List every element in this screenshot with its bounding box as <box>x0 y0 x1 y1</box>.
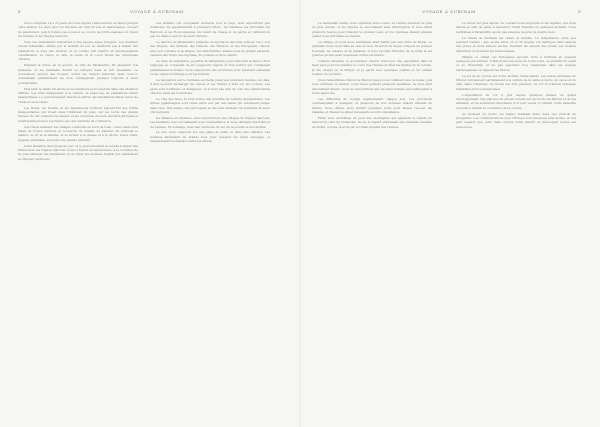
text-column <box>18 21 138 417</box>
right-page <box>300 0 600 427</box>
paragraph: Les Indiens, qui occupaient autrefois tout le pays, sont aujourd'hui peu nombreux. Ils appartiennent à plusieurs tribus : les Caraïbes, les Arrowaks, les Warrows et les Roucouyennes. Ils vivent de chasse et de pêche et cultivent un peu de manioc autour de leurs carbets. <box>150 21 270 39</box>
page-number-left: 8 <box>18 9 22 14</box>
paragraph: Malgré ce climat, les Européens peuvent vivre à Surinam en prenant quelques précautions. Il faut éviter les excès de toute sorte, se garantir du soleil et de l'humidité, et ne pas séjourner trop longtemps dans les régions marécageuses où règnent les fièvres. <box>456 54 576 72</box>
paragraph: Le retour fut plus rapide. Le courant nous emportait et les rapides, que nous avions eu tant de peine à remonter, furent franchis en quelques instants. Nous rentrâmes à Paramaribo après une absence de près de quatre mois. <box>456 21 576 34</box>
paragraph: Tous ces événements remontent à une époque assez éloignée. Les premiers colons hollandais, attirés par la fertilité du sol, ne tardèrent pas à établir des plantations le long des rivières, et la colonie prit bientôt un développement considérable. Le sucre, le café, le cacao et le coton furent les principales cultures. <box>18 39 138 62</box>
paragraph: Pendant la durée de la guerre, la ville de Paramaribo fut plusieurs fois menacée, et les habitants durent se réfugier dans le fort Zeelandia. Le gouverneur envoya des troupes contre les Nègres marrons, mais ceux-ci, connaissant parfaitement les bois, échappèrent presque toujours à leurs poursuivants. <box>18 63 138 85</box>
paragraph: Le soir, nous campions sur une plage de sable ou dans une clairière. Les hommes allumaient de grands feux pour éloigner les bêtes sauvages, et suspendaient nos hamacs entre les arbres. <box>150 130 270 144</box>
page-number-right: 9 <box>578 9 582 14</box>
paragraph: Le lendemain matin, nous reprîmes notre route. La rivière devenait de plus en plus étroite, et les rapides se succédaient sans interruption. Il nous fallut plusieurs heures pour franchir le premier saut, et nos hommes étaient épuisés quand nous arrivâmes au-dessus. <box>312 21 432 39</box>
paragraph: Plus tard, la traite fut abolie et les planteurs se trouvèrent dans une situation difficile. Les bras manquaient à la culture, et beaucoup de plantations furent abandonnées. Le gouvernement chercha à attirer des travailleurs libres venus de l'Inde et de la Chine. <box>18 86 138 104</box>
paragraph: Les difficultés du voyage augmentaient chaque jour. Les provisions commençaient à manquer, et plusieurs de nos hommes étaient atteints de fièvres. Nous dûmes nous arrêter quelques jours pour laisser reposer les malades et chasser le gibier nécessaire à notre subsistance. <box>312 96 432 114</box>
paragraph: Le village où nous nous arrêtâmes était habité par une tribu de Bonis. Le granman nous reçut dans sa case et nous fit servir un repas composé de poisson boucané, de cassave et de bananes. Il nous raconta l'histoire de sa tribu et les guerres qu'elle avait soutenues contre les blancs. <box>312 39 432 57</box>
paragraph: Le marché de Paramaribo présente un spectacle des plus curieux. On y voit des Nègres, des Indiens, des Chinois, des Hindous et des Européens, chacun avec son costume et sa langue. Les marchandes, assises sous de grands parasols, vendent des fruits, des légumes, du poisson et de la viande. <box>150 39 270 57</box>
running-head-left: VOYAGE À SURINAM <box>130 9 184 14</box>
text-column <box>150 21 270 417</box>
paragraph: Nous remontâmes d'abord le Maroni jusqu'à son confluent avec le Lawa, puis nous suivîmes ce dernier cours d'eau pendant plusieurs semaines. Le pays était absolument désert ; nous ne rencontrions que de rares Indiens qui s'enfuyaient à notre approche. <box>312 77 432 95</box>
paragraph: Nous comptons 14 à 15 jours de route depuis l'embouchure du fleuve jusqu'à cette station. Le pays que l'on traverse est d'abord bas et marécageux, couvert de palétuviers, puis il s'élève peu à peu et se couvre de forêts épaisses où vivent les Indiens et les Nègres marrons. <box>18 21 138 39</box>
paragraph: Ces tribus habitent des villages construits au bord de l'eau ; leurs cases sont faites de troncs d'arbres et couvertes de feuilles de palmier. Ils cultivent le manioc, le riz et la banane, et se livrent à la chasse et à la pêche. Leurs chefs, appelés granmans, exercent une grande autorité. <box>18 124 138 142</box>
paragraph: Enfin nous arrivâmes au pied des montagnes qui séparent le bassin du Maroni de celui de l'Amazone. De là, le regard embrassait une immense étendue de forêts, coupée çà et là par le ruban argenté des rivières. <box>312 115 432 129</box>
text-column <box>312 21 432 417</box>
paragraph: Le climat de Surinam est chaud et humide. La température varie peu pendant l'année ; elle oscille entre 25 et 32 degrés. On distingue deux saisons des pluies et deux saisons sèches. Pendant les saisons des pluies, les rivières débordent et inondent les terres basses. <box>456 35 576 53</box>
paragraph: La navigation sur le Surinam est facile jusqu'aux premiers rapides. Au delà, il faut souvent décharger les canots et les traîner à bras sur les rochers. Les sauts sont nombreux et dangereux, et il n'est pas rare de voir des embarcations chavirer dans les tourbillons. <box>150 77 270 95</box>
paragraph: Cette situation dura jusqu'au jour où le gouvernement se décida à signer des traités avec les Nègres marrons. Ceux-ci furent reconnus libres, à la condition de ne plus attaquer les plantations et de livrer les esclaves fugitifs qui viendraient se réfugier parmi eux. <box>18 143 138 161</box>
text-column <box>456 21 576 417</box>
paragraph: Le sol de la colonie est d'une fertilité remarquable. Les terres alluviales du littoral conviennent parfaitement à la culture de la canne à sucre, du cacao et du café. Dans l'intérieur, on trouve des bois précieux, de l'or et d'autres richesses minérales encore inexploitées. <box>456 73 576 91</box>
paragraph: Au mois de septembre, je partis de Paramaribo pour remonter le fleuve. Mon équipage se composait de six pagayeurs nègres et d'un patron qui connaissait parfaitement la rivière. Nous emportions des provisions pour plusieurs semaines et des objets d'échange pour les Indiens. <box>150 58 270 76</box>
paragraph: L'année suivante, le gouverneur résolut d'envoyer une expédition dans le haut pays pour reconnaître le cours des rivières et fixer les limites de la colonie. Je fus chargé de la diriger, et je partis avec quelques soldats et un certain nombre de porteurs. <box>312 58 432 76</box>
paragraph: L'exploitation de l'or a pris depuis quelques années un grand développement. Des placers ont été découverts sur les bords du Maroni et de ses affluents, et de nombreux chercheurs d'or sont venus s'y établir. Cette industrie nouvelle a ranimé le commerce de la colonie. <box>456 92 576 110</box>
running-head-right: VOYAGE À SURINAM <box>422 9 476 14</box>
paragraph: De distance en distance, nous rencontrions des villages de Nègres marrons. Les habitants nous accueillaient avec bienveillance et nous offraient des fruits et du cassave. En échange, nous leur donnions du sel, de la poudre et des étoffes. <box>150 115 270 129</box>
paragraph: Au moment où j'écris ces lignes, Surinam entre dans une période de prospérité. Les communications avec l'Europe sont devenues plus faciles, et l'on peut espérer que cette belle colonie verra bientôt se développer toutes ses ressources. <box>456 111 576 129</box>
paragraph: Les Bonis, les Youkas et les Saramaccas forment aujourd'hui des tribus indépendantes qui vivent dans l'intérieur du pays, sur les bords des grands fleuves. Ils ont conservé les mœurs et les coutumes de leurs ancêtres africains et n'entretiennent avec les blancs que des relations de commerce. <box>18 105 138 123</box>
paragraph: Le long des rives, la forêt forme une muraille de verdure impénétrable. Les arbres gigantesques sont reliés entre eux par des lianes qui retombent jusque dans l'eau. Des singes, des perroquets et des aras animent ces solitudes de leurs cris perçants. <box>150 96 270 114</box>
